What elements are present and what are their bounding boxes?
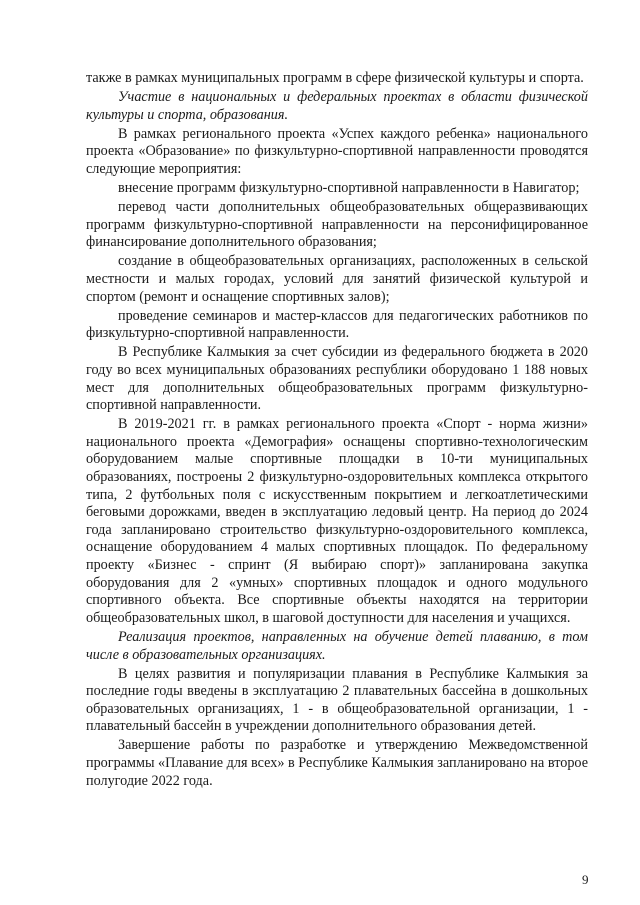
section-heading-national-projects: Участие в национальных и федеральных проектах в области физической культуры и спорта, образования. [86, 89, 588, 123]
paragraph-swimming-program: Завершение работы по разработке и утверждению Межведомственной программы «Плавание для всех» в Республике Калмыкия запланировано на второе полугодие 2022 года. [86, 737, 588, 789]
document-page [86, 70, 588, 792]
paragraph-sport-norm-of-life: В 2019-2021 гг. в рамках регионального проекта «Спорт - норма жизни» национального проекта «Демография» оснащены спортивно-технологическим оборудованием малые спортивные площадки в 10-ти муниципальных образованиях, построены 2 физкультурно-оздоровительных комплекса открытого типа, 2 футбольных поля с искусственным покрытием и легкоатлетическими беговыми дорожками, введен в эксплуатацию ледовый центр. На период до 2024 года запланировано строительство физкультурно-оздоровительного комплекса, оснащение оборудованием 4 малых спортивных площадок. По федеральному проекту «Бизнес - спринт (Я выбираю спорт)» запланирована закупка оборудования для 2 «умных» спортивных площадок и одного модульного спортивного объекта. Все спортивные объекты находятся на территории общеобразовательных школ, в шаговой доступности для населения и учащихся. [86, 416, 588, 626]
page-number: 9 [582, 872, 589, 887]
list-item-seminars: проведение семинаров и мастер-классов для педагогических работников по физкультурно-спортивной направленности. [86, 307, 588, 342]
section-heading-swimming: Реализация проектов, направленных на обучение детей плаванию, в том числе в образовательных организациях. [86, 628, 588, 663]
list-item-navigator: внесение программ физкультурно-спортивной направленности в Навигатор; [118, 180, 580, 197]
paragraph-regional-project: В рамках регионального проекта «Успех каждого ребенка» национального проекта «Образование» по физкультурно-спортивной направленности проводятся следующие мероприятия: [86, 125, 588, 177]
list-item-personified-financing: перевод части дополнительных общеобразовательных общеразвивающих программ физкультурно-спортивной направленности на персонифицированное финансирование дополнительного образования; [86, 199, 588, 251]
paragraph-swimming-pools: В целях развития и популяризации плавания в Республике Калмыкия за последние годы введены в эксплуатацию 2 плавательных бассейна в дошкольных образовательных организациях, 1 - в общеобразовательной организации, 1 - плавательный бассейн в учреждении дополнительного образования детей. [86, 665, 588, 735]
list-item-rural-conditions: создание в общеобразовательных организациях, расположенных в сельской местности и малых городах, условий для занятий физической культурой и спортом (ремонт и оснащение спортивных залов); [86, 253, 588, 305]
paragraph-new-places: В Республике Калмыкия за счет субсидии из федерального бюджета в 2020 году во всех муниципальных образованиях республики оборудовано 1 188 новых мест для дополнительных общеобразовательных программ физкультурно-спортивной направленности. [86, 344, 588, 414]
paragraph-continuation: также в рамках муниципальных программ в сфере физической культуры и спорта. [86, 70, 584, 86]
